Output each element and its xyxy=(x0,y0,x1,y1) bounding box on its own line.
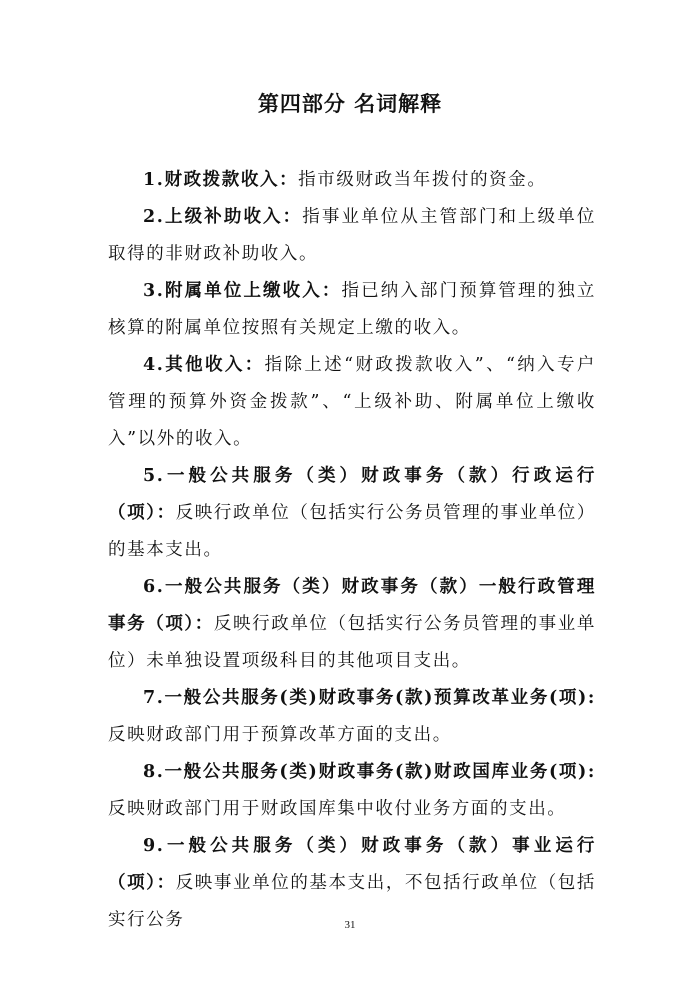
entry-term: 2.上级补助收入： xyxy=(143,207,303,227)
section-title: 第四部分 名词解释 xyxy=(257,91,443,116)
entry-term: 1.财政拨款收入： xyxy=(143,170,299,190)
entry-term: 4.其他收入： xyxy=(143,355,265,375)
glossary-list xyxy=(108,162,596,939)
entry-definition: 指事业单位从主管部门和上级单位取得的非财政补助收入。 xyxy=(108,207,597,264)
entry-term: 5.一般公共服务（类）财政事务（款）行政运行（项）： xyxy=(108,466,596,523)
entry-term: 9.一般公共服务（类）财政事务（款）事业运行（项）： xyxy=(108,836,596,893)
glossary-entry xyxy=(108,273,596,347)
glossary-entry xyxy=(108,199,596,273)
entry-term: 3.附属单位上缴收入： xyxy=(143,281,342,301)
entry-definition: 指除上述“财政拨款收入”、“纳入专户管理的预算外资金拨款”、“上级补助、附属单位上缴收入”以外的收入。 xyxy=(108,355,597,449)
glossary-entry xyxy=(108,569,596,680)
entry-term: 6.一般公共服务（类）财政事务（款）一般行政管理事务（项）： xyxy=(108,577,596,634)
entry-definition: 指市级财政当年拨付的资金。 xyxy=(298,170,547,190)
entry-definition: 反映财政部门用于预算改革方面的支出。 xyxy=(108,725,452,745)
entry-definition: 反映财政部门用于财政国库集中收付业务方面的支出。 xyxy=(108,799,567,819)
glossary-entry xyxy=(108,680,596,754)
glossary-entry xyxy=(108,754,596,828)
entry-definition: 指已纳入部门预算管理的独立核算的附属单位按照有关规定上缴的收入。 xyxy=(108,281,596,338)
entry-definition: 反映行政单位（包括实行公务员管理的事业单位）未单独设置项级科目的其他项目支出。 xyxy=(108,614,596,671)
glossary-entry xyxy=(108,458,596,569)
page-number: 31 xyxy=(344,919,356,931)
entry-definition: 反映事业单位的基本支出，不包括行政单位（包括实行公务 xyxy=(108,873,597,930)
glossary-entry xyxy=(108,162,596,199)
entry-term: 7.一般公共服务(类)财政事务(款)预算改革业务(项): xyxy=(143,688,596,708)
entry-definition: 反映行政单位（包括实行公务员管理的事业单位）的基本支出。 xyxy=(108,503,597,560)
entry-term: 8.一般公共服务(类)财政事务(款)财政国库业务(项): xyxy=(143,762,596,782)
glossary-entry xyxy=(108,347,596,458)
